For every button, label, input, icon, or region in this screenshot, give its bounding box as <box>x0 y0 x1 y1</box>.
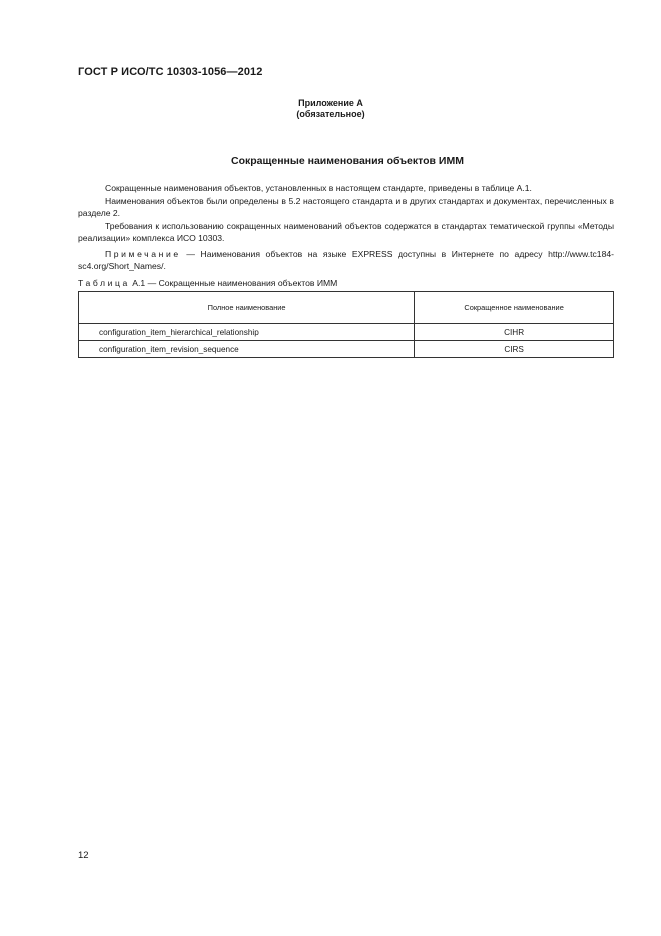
paragraph-2: Наименования объектов были определены в 5.2 настоящего стандарта и в других стандартах и документах, перечисленных в разделе 2. <box>78 195 614 219</box>
table-row <box>79 341 614 358</box>
paragraph-3: Требования к использованию сокращенных наименований объектов содержатся в стандартах тематической группы «Методы реализации» комплекса ИСО 10303. <box>78 220 614 244</box>
note-label: Примечание <box>105 249 181 259</box>
document-header: ГОСТ Р ИСО/ТС 10303-1056—2012 <box>78 66 263 78</box>
note-text: — Наименования объектов на языке EXPRESS доступны в Интернете по адресу http://www.tc184-sc4.org/Short_Names/. <box>78 249 614 271</box>
note <box>78 248 614 272</box>
column-header-full-name: Полное наименование <box>79 292 415 324</box>
column-header-short-name: Сокращенное наименование <box>415 292 614 324</box>
table-row <box>79 324 614 341</box>
table-cell-full-name: configuration_item_hierarchical_relationship <box>79 324 415 341</box>
section-title: Сокращенные наименования объектов ИММ <box>231 155 464 167</box>
annex-title: Приложение А <box>298 98 363 108</box>
page-number: 12 <box>78 850 89 861</box>
table-cell-short-name: CIRS <box>415 341 614 358</box>
annex-status: (обязательное) <box>296 109 365 119</box>
table-cell-full-name: configuration_item_revision_sequence <box>79 341 415 358</box>
table-caption-text: А.1 — Сокращенные наименования объектов ИММ <box>132 278 338 288</box>
table-caption <box>78 278 337 288</box>
table-caption-label: Таблица <box>78 278 130 288</box>
body-text <box>78 182 614 245</box>
paragraph-1: Сокращенные наименования объектов, установленных в настоящем стандарте, приведены в таблице А.1. <box>105 183 532 193</box>
table-header-row <box>79 292 614 324</box>
abbreviations-table <box>78 291 614 358</box>
table-cell-short-name: CIHR <box>415 324 614 341</box>
